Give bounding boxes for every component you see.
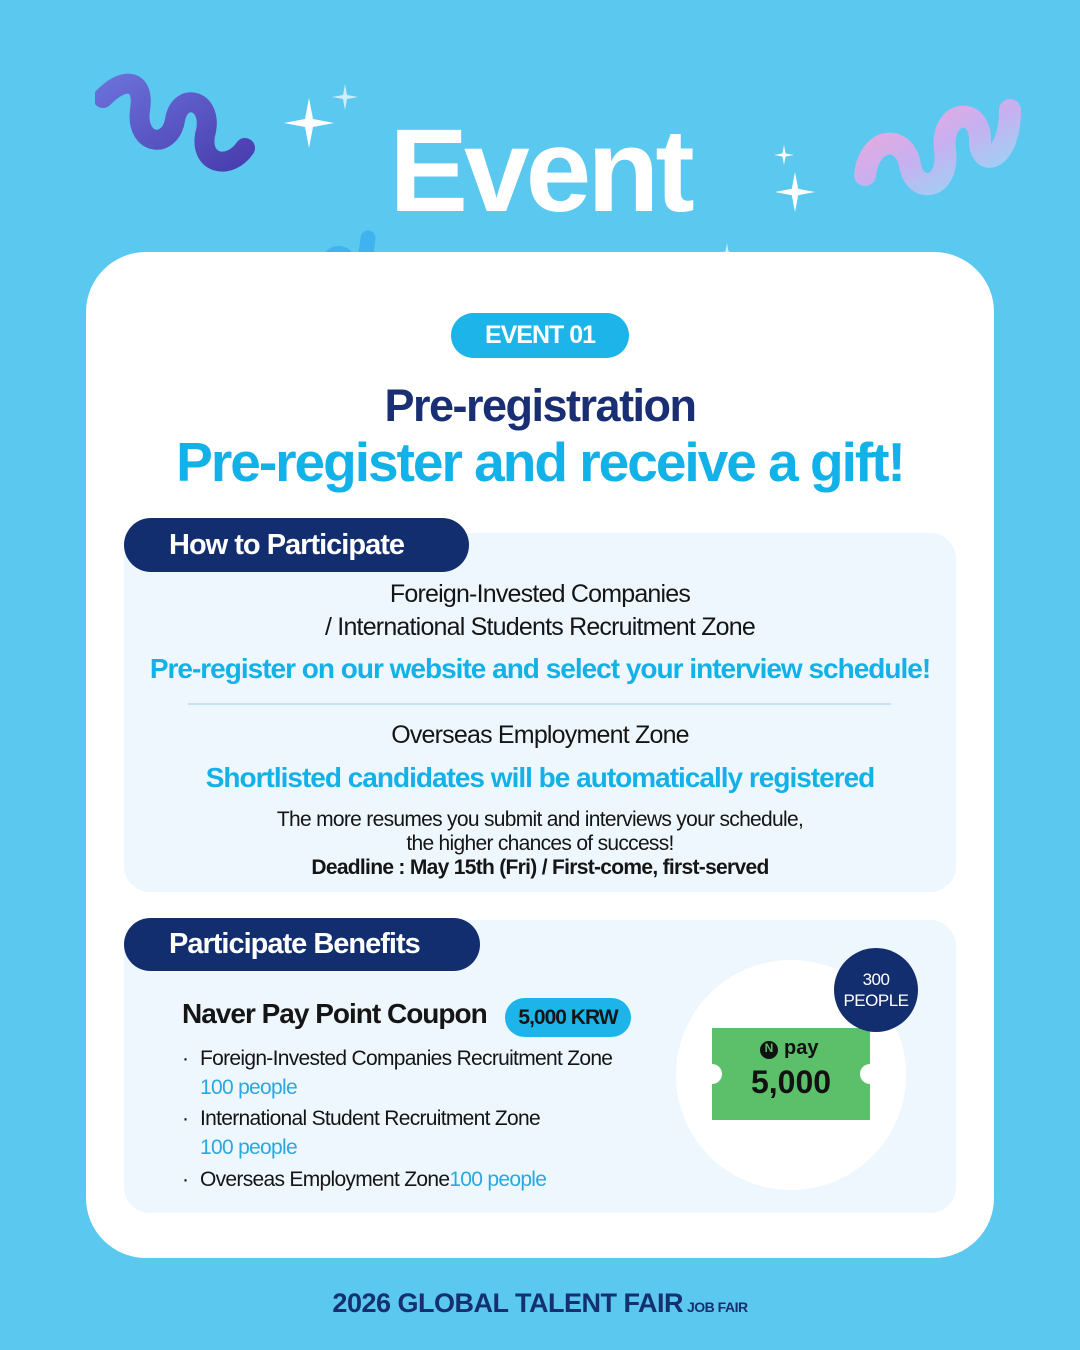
zone2-name: Overseas Employment Zone — [391, 721, 689, 749]
zone1-name-line2: / International Students Recruitment Zone — [325, 613, 755, 641]
benefit-count: 100 people — [200, 1076, 297, 1099]
zone1-instruction: Pre-register on our website and select your interview schedule! — [149, 653, 931, 684]
benefit-item — [182, 1047, 612, 1071]
zone-divider — [188, 703, 891, 705]
participation-note-line2: the higher chances of success! — [406, 832, 674, 855]
how-to-participate-tab: How to Participate — [124, 518, 469, 572]
event-title: Pre-registration — [384, 380, 696, 431]
event-number-badge: EVENT 01 — [451, 313, 629, 358]
coupon-amount-badge: 5,000 KRW — [505, 998, 631, 1037]
footer-name: GLOBAL TALENT FAIR — [397, 1288, 683, 1318]
people-count-badge — [834, 948, 918, 1032]
benefit-count: 100 people — [449, 1168, 547, 1191]
sparkle-icon — [332, 84, 358, 110]
bullet-dot: · — [182, 1168, 189, 1191]
coupon-brand-n: N — [764, 1041, 774, 1055]
benefit-zone: Foreign-Invested Companies Recruitment Zone — [200, 1047, 613, 1070]
participation-note-line1: The more resumes you submit and interviews your schedule, — [276, 808, 804, 831]
people-count: 300 — [862, 970, 890, 989]
zone1-name-line1: Foreign-Invested Companies — [389, 580, 691, 608]
benefit-zone: International Student Recruitment Zone — [200, 1107, 540, 1130]
deadline-text: Deadline : May 15th (Fri) / First-come, first-served — [311, 856, 769, 879]
event-subtitle: Pre-register and receive a gift! — [176, 431, 904, 493]
benefit-count: 100 people — [200, 1136, 297, 1159]
coupon-value: 5,000 — [750, 1064, 832, 1100]
bullet-dot: · — [182, 1047, 189, 1070]
benefit-zone: Overseas Employment Zone — [200, 1168, 450, 1191]
coupon-brand: pay — [784, 1037, 819, 1059]
footer-year: 2026 — [332, 1288, 391, 1318]
people-unit: PEOPLE — [843, 991, 909, 1010]
zone2-instruction: Shortlisted candidates will be automatically registered — [205, 762, 875, 793]
coupon-title: Naver Pay Point Coupon — [182, 998, 487, 1029]
page-title: Event — [389, 105, 691, 237]
bullet-dot: · — [182, 1107, 189, 1130]
footer-logo — [0, 1288, 1080, 1319]
footer-tag: JOB FAIR — [687, 1299, 748, 1315]
benefit-item — [182, 1168, 546, 1192]
benefit-item — [182, 1107, 540, 1131]
participate-benefits-tab: Participate Benefits — [124, 918, 480, 971]
